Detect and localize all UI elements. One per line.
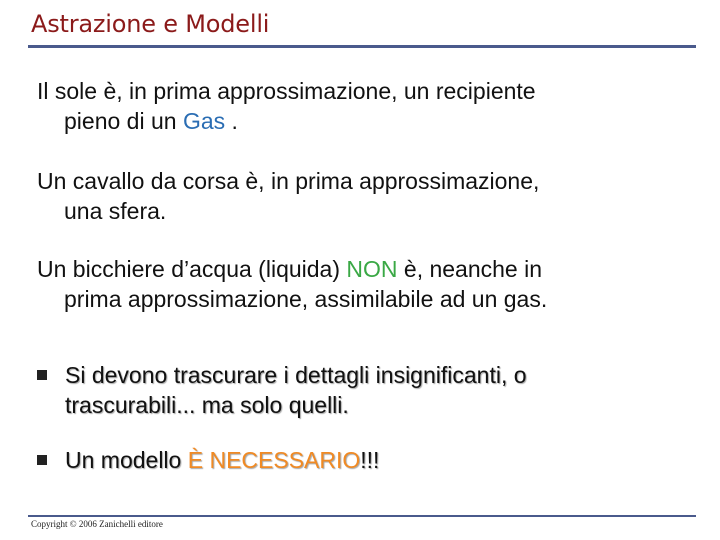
paragraph-sole-text: pieno di un [64, 108, 183, 134]
slide-title: Astrazione e Modelli [31, 10, 270, 38]
bullet-modello-text [65, 445, 707, 475]
footer-divider [28, 515, 696, 517]
paragraph-cavallo-line1: Un cavallo da corsa è, in prima approssimazione, [37, 168, 540, 194]
non-highlight: NON [346, 256, 398, 282]
bullet-item-modello [37, 445, 707, 475]
bullet-dettagli-line2: trascurabili... ma solo quelli. [65, 392, 349, 418]
gas-highlight: Gas [182, 108, 226, 134]
bullet-modello-end: !!! [360, 447, 380, 473]
paragraph-bicchiere-text-end: è, neanche in [397, 256, 543, 282]
bullet-modello-start: Un modello [65, 447, 188, 473]
paragraph-sole-line1: Il sole è, in prima approssimazione, un recipiente [37, 78, 536, 104]
paragraph-bicchiere-line1 [37, 254, 707, 284]
paragraph-sole-line2 [37, 106, 707, 136]
paragraph-bicchiere-text: Un bicchiere d’acqua (liquida) [37, 256, 347, 282]
paragraph-bicchiere [37, 254, 707, 314]
paragraph-bicchiere-line2: prima approssimazione, assimilabile ad un gas. [64, 286, 548, 312]
bullet-dettagli-line1: Si devono trascurare i dettagli insignificanti, o [65, 362, 527, 388]
paragraph-cavallo [37, 166, 707, 226]
paragraph-sole-end: . [225, 108, 238, 134]
paragraph-cavallo-line2: una sfera. [64, 198, 167, 224]
copyright-text: Copyright © 2006 Zanichelli editore [31, 519, 163, 529]
bullet-item-dettagli [37, 360, 707, 420]
paragraph-sole [37, 76, 707, 136]
square-bullet-icon [37, 455, 47, 465]
necessario-highlight: È NECESSARIO [187, 447, 361, 473]
title-divider [28, 45, 696, 48]
square-bullet-icon [37, 370, 47, 380]
